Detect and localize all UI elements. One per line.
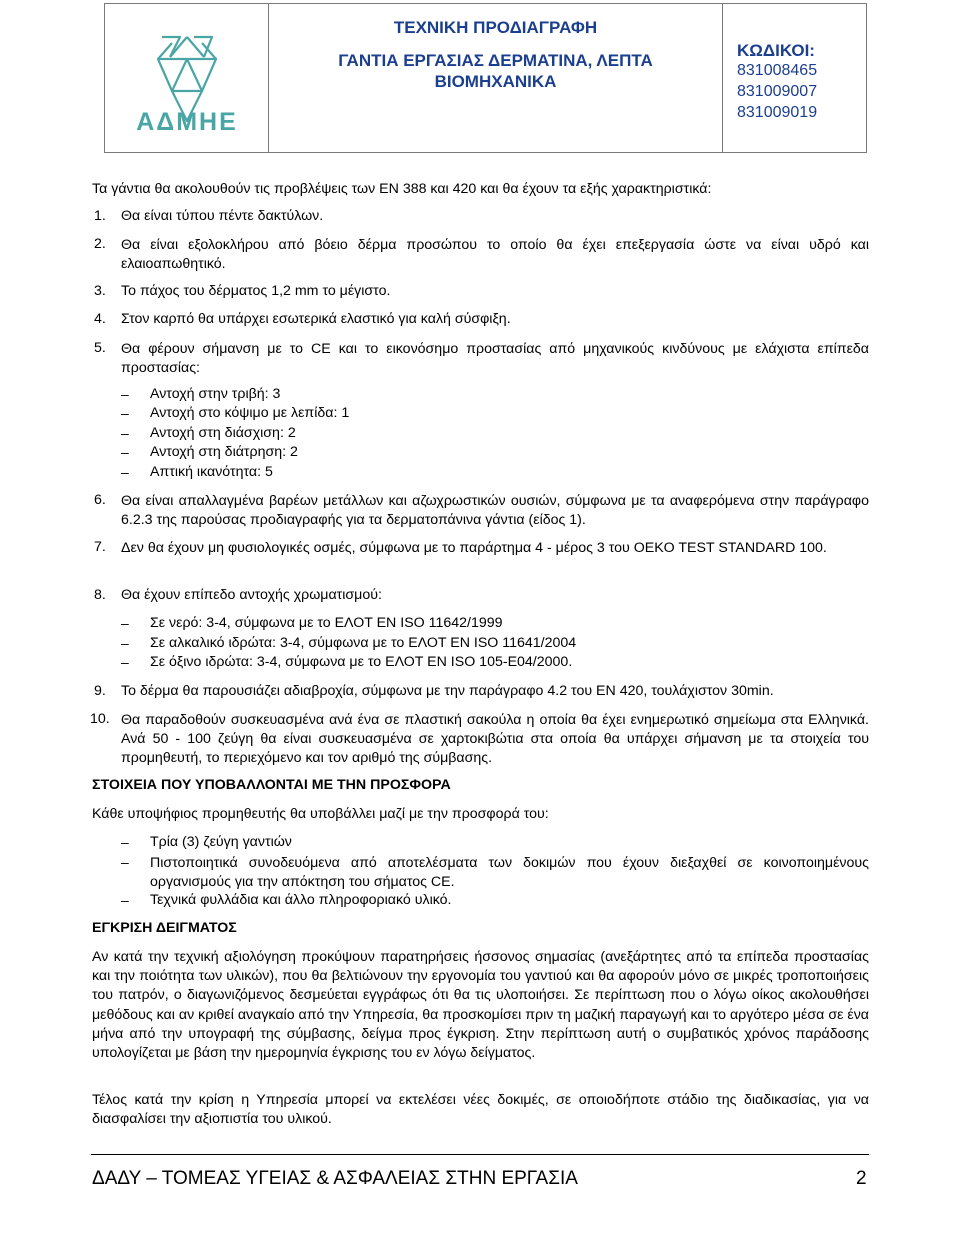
colorfastness-level: Σε αλκαλικό ιδρώτα: 3-4, σύμφωνα με το ΕΛΟΤ ΕΝ ISO 11641/2004 bbox=[150, 635, 577, 651]
protection-level: Απτική ικανότητα: 5 bbox=[150, 464, 273, 480]
item-3: Το πάχος του δέρματος 1,2 mm το μέγιστο. bbox=[121, 283, 391, 299]
item-5: Θα φέρουν σήμανση με το CE και το εικονόσημο προστασίας από μηχανικούς κινδύνους με ελάχιστα επίπεδα προστασίας: bbox=[121, 341, 869, 376]
codes-cell bbox=[723, 4, 866, 152]
logo-text: ΑΔΜΗΕ bbox=[136, 108, 238, 136]
item-number: 7. bbox=[94, 539, 106, 555]
protection-level: Αντοχή στο κόψιμο με λεπίδα: 1 bbox=[150, 405, 350, 421]
logo-cell bbox=[105, 4, 269, 152]
dash-bullet: – bbox=[121, 444, 129, 460]
code-2: 831009007 bbox=[737, 83, 818, 100]
item-number: 1. bbox=[94, 208, 106, 224]
item-number: 3. bbox=[94, 283, 106, 299]
dash-bullet: – bbox=[121, 405, 129, 421]
colorfastness-level: Σε νερό: 3-4, σύμφωνα με το ΕΛΟΤ ΕΝ ISO 11642/1999 bbox=[150, 615, 503, 631]
page-number: 2 bbox=[856, 1168, 867, 1189]
item-number: 9. bbox=[94, 683, 106, 699]
protection-level: Αντοχή στην τριβή: 3 bbox=[150, 386, 281, 402]
offer-item: Τεχνικά φυλλάδια και άλλο πληροφοριακό υλικό. bbox=[150, 892, 452, 908]
item-8: Θα έχουν επίπεδο αντοχής χρωματισμού: bbox=[121, 587, 382, 603]
item-number: 2. bbox=[94, 236, 106, 252]
offer-item: Τρία (3) ζεύγη γαντιών bbox=[150, 834, 292, 850]
item-1: Θα είναι τύπου πέντε δακτύλων. bbox=[121, 208, 324, 224]
dash-bullet: – bbox=[121, 464, 129, 480]
title-cell bbox=[269, 4, 723, 152]
dash-bullet: – bbox=[121, 892, 129, 908]
offer-item: Πιστοποιητικά συνοδευόμενα από αποτελέσματα των δοκιμών που έχουν διεξαχθεί σε κοινοποιημένους οργανισμούς για την απόκτηση του σήματος CE. bbox=[150, 855, 869, 890]
footer-text: ΔΑΔΥ – ΤΟΜΕΑΣ ΥΓΕΙΑΣ & ΑΣΦΑΛΕΙΑΣ ΣΤΗΝ ΕΡΓΑΣΙΑ bbox=[92, 1168, 578, 1189]
dash-bullet: – bbox=[121, 635, 129, 651]
offer-heading: ΣΤΟΙΧΕΙΑ ΠΟΥ ΥΠΟΒΑΛΛΟΝΤΑΙ ΜΕ ΤΗΝ ΠΡΟΣΦΟΡΑ bbox=[92, 777, 451, 793]
dash-bullet: – bbox=[121, 654, 129, 670]
item-number: 10. bbox=[90, 711, 110, 727]
code-3: 831009019 bbox=[737, 104, 818, 121]
item-7: Δεν θα έχουν μη φυσιολογικές οσμές, σύμφωνα με το παράρτημα 4 - μέρος 3 του OEKO TEST STANDARD 100. bbox=[121, 540, 827, 556]
dash-bullet: – bbox=[121, 425, 129, 441]
dash-bullet: – bbox=[121, 834, 129, 850]
item-number: 8. bbox=[94, 587, 106, 603]
protection-level: Αντοχή στη διάτρηση: 2 bbox=[150, 444, 298, 460]
dash-bullet: – bbox=[121, 854, 129, 870]
intro-text: Τα γάντια θα ακολουθούν τις προβλέψεις των EN 388 και 420 και θα έχουν τα εξής χαρακτηριστικά: bbox=[92, 181, 712, 197]
protection-level: Αντοχή στη διάσχιση: 2 bbox=[150, 425, 296, 441]
item-2: Θα είναι εξολοκλήρου από βόειο δέρμα προσώπου το οποίο θα έχει επεξεργασία ώστε να είναι υδρό και ελαιοαπωθητικό. bbox=[121, 237, 869, 272]
approval-paragraph-1: Αν κατά την τεχνική αξιολόγηση προκύψουν παρατηρήσεις ήσσονος σημασίας (ανεξάρτητες από τα επίπεδα προστασίας και την ποιότητα των υλικών), που θα βελτιώνουν την εργονομία του γαντιού και θα αφορούν μόνο σε μικρές τροποποιήσεις του πατρόν, ο διαγωνιζόμενος δεσμεύεται εγγράφως ότι θα τις υλοποιήσει. Σε περίπτωση που ο λόγω οίκος ακολουθήσει μεθόδους και αν κριθεί αναγκαίο από την Υπηρεσία, θα προσκομίσει πριν τη μαζική παραγωγή και το αργότερο μέσα σε ένα μήνα από την υπογραφή της σύμβασης, δείγμα προς έγκριση. Στην περίπτωση αυτή ο συμβατικός χρόνος παράδοσης υπολογίζεται με βάση την ημερομηνία έγκρισης του εν λόγω δείγματος. bbox=[92, 949, 869, 1062]
item-4: Στον καρπό θα υπάρχει εσωτερικά ελαστικό για καλή σύσφιξη. bbox=[121, 311, 511, 327]
offer-intro: Κάθε υποψήφιος προμηθευτής θα υποβάλλει μαζί με την προσφορά του: bbox=[92, 806, 549, 822]
spec-subtitle: ΓΑΝΤΙΑ ΕΡΓΑΣΙΑΣ ΔΕΡΜΑΤΙΝΑ, ΛΕΠΤΑ ΒΙΟΜΗΧΑΝΙΚΑ bbox=[338, 51, 653, 91]
dash-bullet: – bbox=[121, 386, 129, 402]
item-number: 4. bbox=[94, 311, 106, 327]
header-table bbox=[104, 3, 867, 153]
code-1: 831008465 bbox=[737, 62, 818, 79]
spec-title: ΤΕΧΝΙΚΗ ΠΡΟΔΙΑΓΡΑΦΗ bbox=[393, 18, 598, 37]
item-6: Θα είναι απαλλαγμένα βαρέων μετάλλων και αζωχρωστικών ουσιών, σύμφωνα με τα αναφερόμενα στην παράγραφο 6.2.3 της παρούσας προδιαγραφής για τα δερματοπάνινα γάντια (είδος 1). bbox=[121, 493, 869, 528]
item-9: Το δέρμα θα παρουσιάζει αδιαβροχία, σύμφωνα με την παράγραφο 4.2 του EN 420, τουλάχιστον 30min. bbox=[121, 683, 774, 699]
approval-heading: ΕΓΚΡΙΣΗ ΔΕΙΓΜΑΤΟΣ bbox=[92, 920, 237, 936]
footer-divider bbox=[91, 1154, 869, 1155]
codes-label: ΚΩΔΙΚΟΙ: bbox=[737, 41, 815, 60]
approval-paragraph-2: Τέλος κατά την κρίση η Υπηρεσία μπορεί να εκτελέσει νέες δοκιμές, σε οποιοδήποτε στάδιο της διαδικασίας, για να διασφαλίσει την αξιοπιστία του υλικού. bbox=[92, 1092, 869, 1128]
colorfastness-level: Σε όξινο ιδρώτα: 3-4, σύμφωνα με το ΕΛΟΤ ΕΝ ISO 105-Ε04/2000. bbox=[150, 654, 573, 670]
dash-bullet: – bbox=[121, 615, 129, 631]
item-10: Θα παραδοθούν συσκευασμένα ανά ένα σε πλαστική σακούλα η οποία θα έχει ενημερωτικό σημείωμα στα Ελληνικά. Ανά 50 - 100 ζεύγη θα είναι συσκευασμένα σε χαρτοκιβώτια στα οποία θα υπάρχει σήμανση με τα στοιχεία του προμηθευτή, το περιεχόμενο και τον αριθμό της σύμβασης. bbox=[121, 712, 869, 766]
item-number: 5. bbox=[94, 340, 106, 356]
item-number: 6. bbox=[94, 492, 106, 508]
